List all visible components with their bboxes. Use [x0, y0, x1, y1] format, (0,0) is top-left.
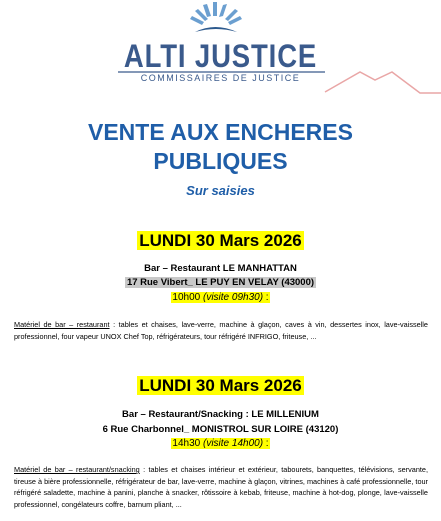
page-title-line-1: VENTE AUX ENCHERES — [88, 119, 353, 145]
sale-2-visit: (visite 14h00) — [203, 438, 264, 449]
sale-2-time: 14h30 — [172, 438, 201, 449]
sale-1-description — [14, 319, 428, 342]
sale-1-address: 17 Rue Vibert_ LE PUY EN VELAY (43000) — [126, 277, 315, 288]
sale-2-address: 6 Rue Charbonnel_ MONISTROL SUR LOIRE (43120) — [102, 424, 339, 435]
sale-1-date: LUNDI 30 Mars 2026 — [139, 231, 302, 250]
page-title-line-2: PUBLIQUES — [153, 148, 288, 174]
sale-1-address-line — [0, 277, 441, 288]
sale-2-time-line — [0, 438, 441, 449]
sale-2-visit-suffix: : — [263, 438, 269, 449]
sale-1-venue: Bar – Restaurant LE MANHATTAN — [144, 263, 297, 274]
brand-name: ALTI JUSTICE — [123, 38, 318, 74]
sale-1-material-label: Matériel de bar – restaurant — [14, 320, 110, 329]
sale-2-date: LUNDI 30 Mars 2026 — [139, 376, 302, 395]
sale-2-material-label: Matériel de bar – restaurant/snacking — [14, 465, 140, 474]
sale-1-time: 10h00 — [172, 292, 201, 303]
sun-rays-icon — [190, 2, 242, 25]
sale-1-time-line — [0, 292, 441, 303]
brand-tagline: COMMISSAIRES DE JUSTICE — [140, 73, 301, 83]
sale-1-visit: (visite 09h30) — [203, 292, 264, 303]
sale-2-description — [14, 464, 428, 510]
sale-1-visit-suffix: : — [263, 292, 269, 303]
sale-1-material-text: : tables et chaises, lave-verre, machine à glaçon, caves à vin, dessertes inox, lave-vaisselle professionnel, four vapeur UNOX Chef Top, réfrigérateurs, tour réfrigéré INFRIGO, friteuse, ... — [14, 320, 428, 341]
sale-2-material-text: : tables et chaises intérieur et extérieur, tabourets, banquettes, télévisions, servante, tireuse à bière professionnelle, réfrigérateur de bar, lave-verre, machine à glaçon, vitrines, machines à café professionnelle, tour réfrigéré saladette, machine à panini, planche à snacker, rôtissoire à kebab, friteuse, machine à hot-dog, plonge, lave-vaisselle professionnel, congélateurs coffre, barnum pliant, ... — [14, 465, 428, 509]
page-subtitle: Sur saisies — [186, 183, 255, 198]
sale-2-venue: Bar – Restaurant/Snacking : LE MILLENIUM — [122, 409, 319, 420]
